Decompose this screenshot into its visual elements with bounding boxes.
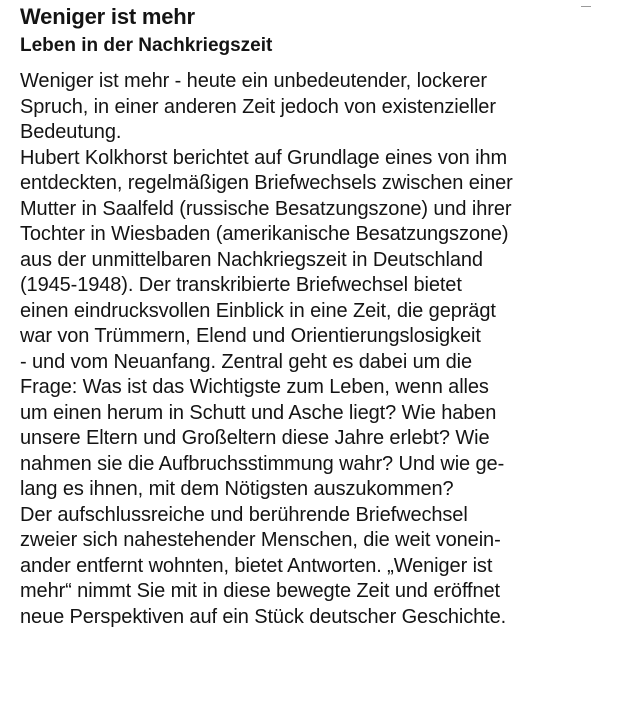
text-line: Weniger ist mehr - heute ein unbedeutender, lockerer	[20, 70, 487, 92]
text-line: war von Trümmern, Elend und Orientierungslosigkeit	[20, 325, 481, 347]
text-line: zweier sich nahestehender Menschen, die weit vonein-	[20, 529, 501, 551]
text-line: entdeckten, regelmäßigen Briefwechsels zwischen einer	[20, 172, 513, 194]
text-line: neue Perspektiven auf ein Stück deutscher Geschichte.	[20, 605, 507, 628]
text-line: aus der unmittelbaren Nachkriegszeit in Deutschland	[20, 248, 483, 271]
text-line: (1945-1948). Der transkribierte Briefwechsel bietet	[20, 274, 462, 296]
text-line: unsere Eltern und Großeltern diese Jahre erlebt? Wie	[20, 427, 490, 449]
text-line: Mutter in Saalfeld (russische Besatzungszone) und ihrer	[20, 197, 512, 220]
text-line: Frage: Was ist das Wichtigste zum Leben, wenn alles	[20, 376, 489, 398]
text-line: Hubert Kolkhorst berichtet auf Grundlage eines von ihm	[20, 146, 508, 169]
text-line: einen eindrucksvollen Einblick in eine Zeit, die geprägt	[20, 299, 496, 322]
text-line: ander entfernt wohnten, bietet Antworten. „Weniger ist	[20, 554, 493, 577]
text-line: Der aufschlussreiche und berührende Briefwechsel	[20, 503, 468, 526]
scan-artifact	[581, 6, 591, 7]
text-line: nahmen sie die Aufbruchsstimmung wahr? Und wie ge-	[20, 452, 505, 475]
book-subtitle: Leben in der Nachkriegszeit	[20, 35, 273, 56]
text-line: Bedeutung.	[20, 121, 122, 143]
text-line: um einen herum in Schutt und Asche liegt? Wie haben	[20, 401, 497, 424]
text-line: Spruch, in einer anderen Zeit jedoch von existenzieller	[20, 95, 496, 118]
text-line: lang es ihnen, mit dem Nötigsten auszukommen?	[20, 478, 454, 500]
text-line: mehr“ nimmt Sie mit in diese bewegte Zeit und eröffnet	[20, 580, 501, 602]
text-line: Tochter in Wiesbaden (amerikanische Besatzungszone)	[20, 223, 509, 245]
text-line: - und vom Neuanfang. Zentral geht es dabei um die	[20, 350, 473, 373]
description-text	[20, 69, 615, 630]
book-title: Weniger ist mehr	[20, 4, 195, 29]
